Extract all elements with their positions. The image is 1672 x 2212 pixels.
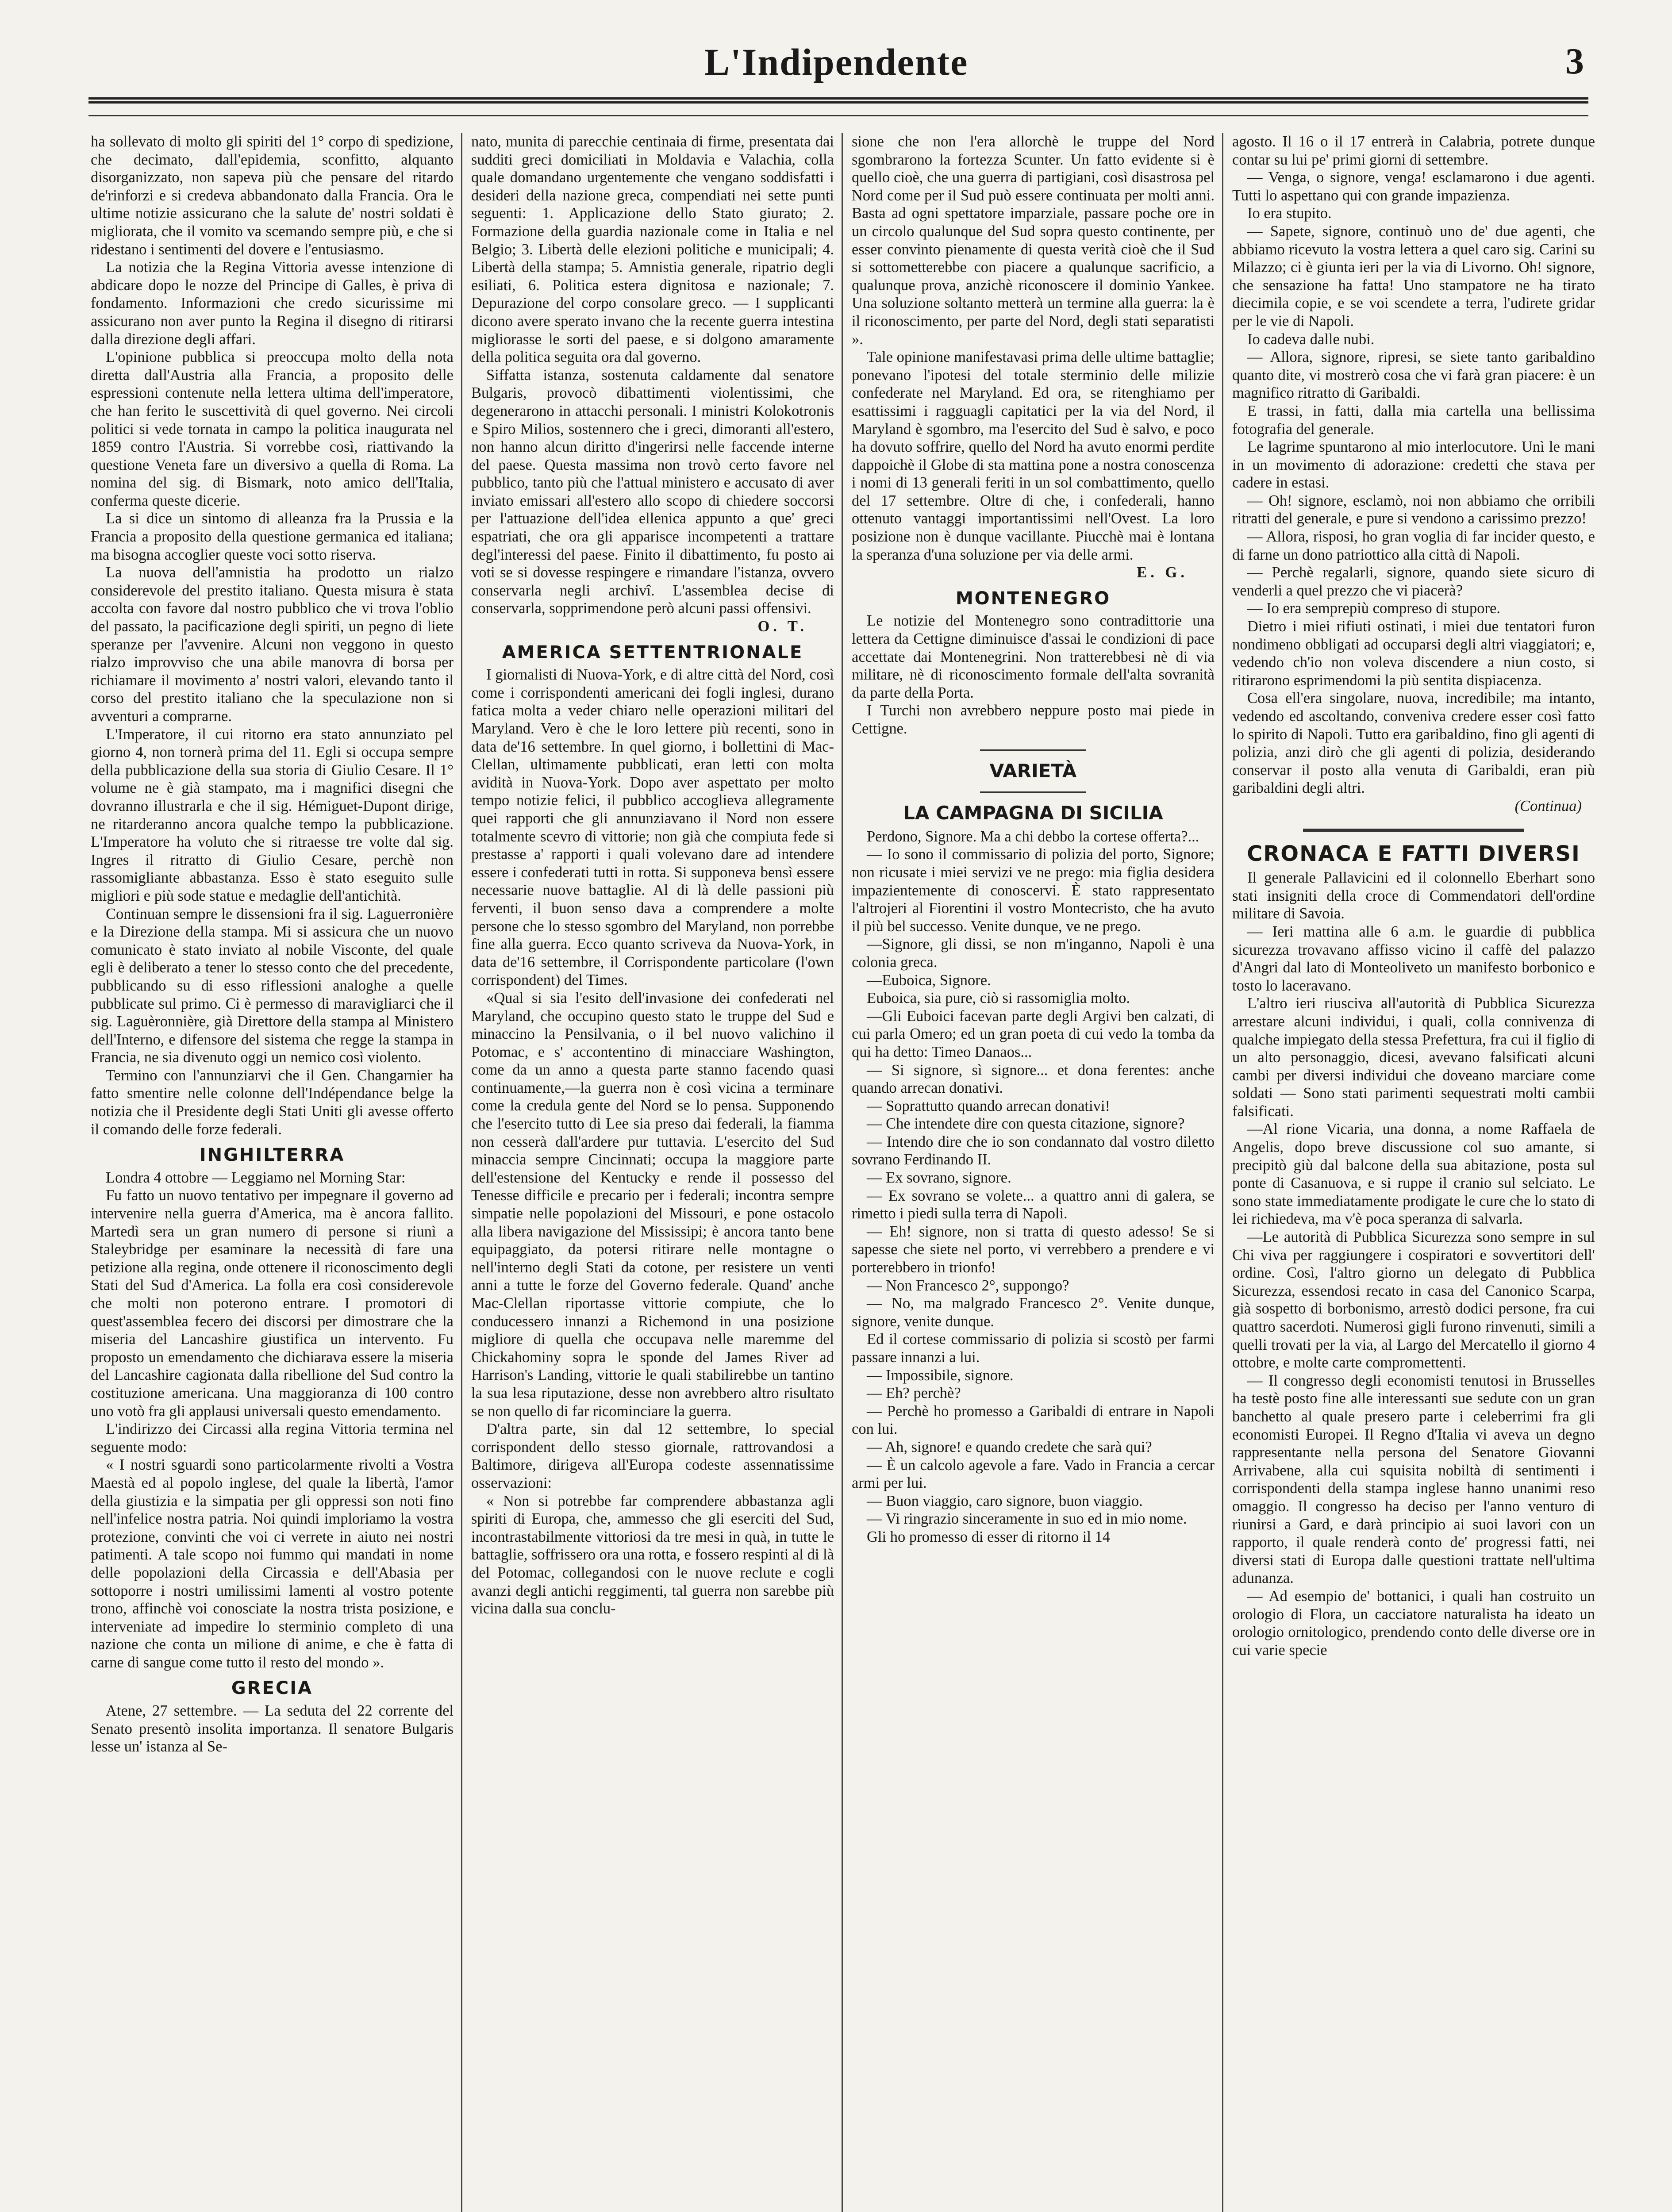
- paragraph: I Turchi non avrebbero neppure posto mai piede in Cettigne.: [852, 702, 1215, 737]
- column-divider: [1222, 133, 1223, 2212]
- dialogue-line: Io cadeva dalle nubi.: [1247, 330, 1375, 348]
- paragraph: ha sollevato di molto gli spiriti del 1° corpo di spedizione, che decimato, dall'epidemia, sconfitto, alquanto disorganizzato, non sapeva più che pensare del ritardo de'rinforzi e si credeva abbandonato dalla Francia. Ora le ultime notizie assicurano che la salute de' nostri soldati è migliorata, che il vomito va scemando sempre più, e che si ridestano i sentimenti del dovere e l'entusiasmo.: [91, 133, 454, 258]
- paragraph: La nuova dell'amnistia ha prodotto un rialzo considerevole del prestito italiano. Questa misura è stata accolta con favore dal nostro pubblico che vi trova l'oblio del passato, la pacificazione degli spiriti, un pegno di liete speranze per l'avvenire. Alcuni non veggono in questo rialzo improvviso che una abile manovra di borsa per richiamare il movimento a' nostri valori, elevando tanto il corso del prestito italiano che la speculazione non si avventuri a comprarne.: [91, 564, 454, 725]
- dialogue-line: — Allora, signore, ripresi, se siete tanto garibaldino quanto dite, vi mostrerò cosa che vi farà gran piacere: è un magnifico ritratto di Garibaldi.: [1232, 349, 1595, 402]
- dialogue-line: — Venga, o signore, venga! esclamarono i due agenti. Tutti lo aspettano qui con grande impazienza.: [1232, 169, 1595, 204]
- dialogue-line: — Ex sovrano, signore.: [867, 1169, 1011, 1187]
- newspaper-title: L'Indipendente: [704, 41, 969, 83]
- paragraph: Fu fatto un nuovo tentativo per impegnare il governo ad intervenire nella guerra d'America, ma è ancora fallito. Martedì sera un gran numero di persone si riunì a Staleybridge per esaminare la necessità di fare una petizione alla regina, onde ottenere il riconoscimento degli Stati del Sud d'America. La folla era così considerevole che molti non poterono entrare. I promotori di quest'assemblea fecero dei discorsi per dimostrare che la miseria del Lancashire giustifica un intervento. Fu proposto un emendamento che dichiarava essere la miseria del Lancashire cagionata dalla ribellione del Sud contro la costituzione americana. Una maggioranza di 100 contro uno votò fra gli applausi universali questo emendamento.: [91, 1187, 454, 1420]
- paragraph: L'opinione pubblica si preoccupa molto della nota diretta dall'Austria alla Francia, a proposito delle espressioni contenute nella lettera ultima dell'imperatore, che han ferito le suscettività di quel governo. Nei circoli politici si vede tornata in campo la politica inaugurata nel 1859 contro l'Austria. Si vorrebbe così, riattivando la questione Veneta fare un diversivo a quella di Roma. La nomina del sig. di Bismark, noto amico dell'Italia, conferma queste dicerie.: [91, 349, 454, 509]
- dialogue-line: agosto. Il 16 o il 17 entrerà in Calabria, potrete dunque contar su lui pe' primi giorni di settembre.: [1232, 133, 1595, 168]
- paragraph: Continuan sempre le dissensioni fra il sig. Laguerronière e la Direzione della stampa. Mi si assicura che un nuovo comunicato è stato inviato al nobile Visconte, del quale egli è deliberato a tener lo stesso conto che del precedente, pubblicando su di esso riflessioni analoghe a quelle pubblicate sul primo. Ci è permesso di maravigliarci che il sig. Laguèronnière, già Direttore della stampa al Ministero dell'Interno, e difensore del sistema che regge la stampa in Francia, ne sia divenuto oggi un nemico così violento.: [91, 905, 454, 1066]
- dialogue-line: — Impossibile, signore.: [867, 1367, 1014, 1384]
- paragraph: L'Imperatore, il cui ritorno era stato annunziato pel giorno 4, non tornerà prima del 11. Egli si occupa sempre della pubblicazione della sua storia di Giulio Cesare. Il 1° volume ne è già stampato, ma i magnifici disegni che dovranno illustrarla e che il sig. Hémiguet-Dupont dirige, ne ritarderanno ancora qualche tempo la pubblicazione. L'Imperatore ha voluto che si ritraesse tre volte dal sig. Ingres il ritratto di Giulio Cesare, perchè non rassomigliante abbastanza. Esso è stato eseguito sulle migliori e più sode statue e medaglie dell'antichità.: [91, 726, 454, 904]
- dialogue-line: Gli ho promesso di esser di ritorno il 14: [867, 1528, 1111, 1545]
- section-heading-montenegro: MONTENEGRO: [955, 588, 1111, 609]
- dialogue-line: Perdono, Signore. Ma a chi debbo la cortese offerta?...: [867, 828, 1199, 845]
- dialogue-line: — Si signore, sì signore... et dona ferentes: anche quando arrecan donativi.: [852, 1061, 1215, 1097]
- feuilleton-title: LA CAMPAGNA DI SICILIA: [903, 802, 1163, 824]
- paragraph: Termino con l'annunziarvi che il Gen. Changarnier ha fatto smentire nelle colonne dell'Indépendance belge la notizia che il Presidente degli Stati Uniti gli avesse offerto il comando delle forze federali.: [91, 1067, 454, 1138]
- dialogue-line: — Non Francesco 2°, suppongo?: [867, 1277, 1069, 1294]
- dialogue-line: — Perchè regalarli, signore, quando siete sicuro di venderli a quel prezzo che vi piacerà?: [1232, 564, 1595, 599]
- dialogue-line: — Ah, signore! e quando credete che sarà qui?: [867, 1438, 1152, 1455]
- header-rule: [88, 97, 1588, 104]
- dialogue-line: — Vi ringrazio sinceramente in suo ed in mio nome.: [867, 1510, 1187, 1528]
- news-item: —Le autorità di Pubblica Sicurezza sono sempre in sul Chi viva per raggiungere i cospiratori e sovvertitori dell' ordine. Così, l'altro giorno un delegato di Pubblica Sicurezza, essendosi recato in casa del Canonico Scarpa, già sospetto di borbonismo, arrestò dodici persone, fra cui quattro sacerdoti. Numerosi gigli furono rinvenuti, simili a quelli trovati per la via, al Largo del Mercatello il giorno 4 ottobre, e molte carte compromettenti.: [1232, 1229, 1595, 1371]
- news-item: Il generale Pallavicini ed il colonnello Eberhart sono stati insigniti della croce di Commendatori dell'ordine militare di Savoia.: [1232, 869, 1595, 922]
- page-number: 3: [1565, 41, 1584, 82]
- dialogue-line: Ed il cortese commissario di polizia si scostò per farmi passare innanzi a lui.: [852, 1331, 1215, 1366]
- dialogue-line: — È un calcolo agevole a fare. Vado in Francia a cercar armi per lui.: [852, 1456, 1215, 1492]
- section-rule: [980, 749, 1086, 751]
- paragraph: Tale opinione manifestavasi prima delle ultime battaglie; ponevano l'ipotesi del totale sterminio delle milizie confederate nel Maryland. Ed ora, se ritenghiamo per esattissimi i ragguagli capitatici per la via del Nord, il Maryland è sgombro, ma l'esercito del Sud è salvo, e poco ha dovuto soffrire, quello del Nord ha avuto enormi perdite dappoichè il Globe di sta mattina pone a nostra conoscenza i nomi di 13 generali feriti in un sol combattimento, quello del 17 settembre. Oltre di che, i confederali, hanno ottenuto vantaggi importantissimi nell'Ovest. La loro posizione non è dunque vacillante. Piucchè mai è lontana la speranza d'una soluzione per via delle armi.: [852, 349, 1215, 563]
- dateline: Londra 4 ottobre — Leggiamo nel Morning Star:: [106, 1169, 406, 1186]
- dialogue-line: — Eh? perchè?: [867, 1385, 961, 1402]
- continued-note: (Continua): [1514, 797, 1582, 814]
- dialogue-line: Cosa ell'era singolare, nuova, incredibile; ma intanto, vedendo ed ascoltando, conveniva credere esser così fatto lo spirito di Napoli. Tutto era garibaldino, fino gli agenti di polizia, anzi dirò che gli agenti di polizia, desiderando conservar il posto alla venuta di Garibaldi, eran più garibaldini degli altri.: [1232, 690, 1595, 797]
- dialogue-line: — No, ma malgrado Francesco 2°. Venite dunque, signore, venite dunque.: [852, 1295, 1215, 1330]
- dialogue-line: — Perchè ho promesso a Garibaldi di entrare in Napoli con lui.: [852, 1402, 1215, 1438]
- paragraph: Le notizie del Montenegro sono contradittorie una lettera da Cettigne diminuisce d'assai le condizioni di pace accettate dai Montenegrini. Non tratterebbesi nè di via militare, nè di riconoscimento formale dell'alta sovranità da parte della Porta.: [852, 612, 1215, 701]
- dialogue-line: Dietro i miei rifiuti ostinati, i miei due tentatori furon nondimeno obbligati ad occuparsi degli altri viaggiatori; e, vedendo ch'io non voleva discendere a niun costo, si ritirarono esprimendomi la più sentita dispiacenza.: [1232, 618, 1595, 689]
- dialogue-line: — Ex sovrano se volete... a quattro anni di galera, se rimetto i piedi sulla terra di Napoli.: [852, 1187, 1215, 1222]
- signature: O. T.: [757, 618, 807, 635]
- dialogue-line: Euboica, sia pure, ciò si rassomiglia molto.: [867, 990, 1130, 1007]
- news-item: — Ad esempio de' bottanici, i quali han costruito un orologio di Flora, un cacciatore naturalista ha ideato un orologio ornitologico, prendendo conto delle diverse ore in cui varie specie: [1232, 1587, 1595, 1659]
- paragraph: « Non si potrebbe far comprendere abbastanza agli spiriti di Europa, che, ammesso che gli eserciti del Sud, incontrastabilmente vittoriosi da tre mesi in quà, in tutte le battaglie, soffrissero ora una rotta, e fossero respinti al di là del Potomac, collegandosi con le nuove reclute e cogli avanzi degli antichi reggimenti, tal guerra non sarebbe più vicina dalla sua conclu-: [471, 1492, 834, 1617]
- paragraph: La si dice un sintomo di alleanza fra la Prussia e la Francia a proposito della questione germanica ed italiana; ma bisogna accoglier queste voci sotto riserva.: [91, 510, 454, 563]
- dialogue-line: — Che intendete dire con questa citazione, signore?: [867, 1115, 1185, 1133]
- paragraph: La notizia che la Regina Vittoria avesse intenzione di abdicare dopo le nozze del Principe di Galles, è priva di fondamento. Informazioni che credo sicurissime mi assicurano non aver punto la Regina il disegno di ritirarsi dalla direzione degli affari.: [91, 259, 454, 348]
- column-3: [852, 133, 1215, 2212]
- dialogue-line: E trassi, in fatti, dalla mia cartella una bellissima fotografia del generale.: [1232, 402, 1595, 438]
- dialogue-line: — Io sono il commissario di polizia del porto, Signore; non ricusate i miei servizi ve ne prego: mia figlia desidera impazientemente di conoscervi. È stato rappresentato l'altrojeri al Fiorentini il vostro Montecristo, che ha avuto il più bel successo. Venite dunque, ve ne prego.: [852, 846, 1215, 935]
- paragraph: D'altra parte, sin dal 12 settembre, lo special corrispondent dello stesso giornale, rattrovandosi a Baltimore, dirigeva all'Europa codeste assennatissime osservazioni:: [471, 1421, 834, 1491]
- news-item: — Ieri mattina alle 6 a.m. le guardie di pubblica sicurezza trovavano affisso vicino il caffè del palazzo d'Angri dal lato di Monteoliveto un manifesto borbonico e tosto lo laceravano.: [1232, 923, 1595, 994]
- section-heading-grecia: GRECIA: [231, 1678, 313, 1699]
- dialogue-line: —Gli Euboici facevan parte degli Argivi ben calzati, di cui parla Omero; ed un gran poeta di cui vedo la tomba da qui ha detto: Timeo Danaos...: [852, 1007, 1215, 1060]
- dialogue-line: — Intendo dire che io son condannato dal vostro diletto sovrano Ferdinando II.: [852, 1133, 1215, 1168]
- header-rule-thin: [88, 115, 1588, 116]
- signature: E. G.: [1137, 564, 1188, 581]
- column-4: [1232, 133, 1595, 2212]
- section-rule: [980, 791, 1086, 793]
- dialogue-line: Io era stupito.: [1247, 205, 1332, 222]
- dateline: Atene, 27 settembre. — La seduta del 22 corrente del Senato presentò insolita importanza. Il senatore Bulgaris lesse un' istanza al Se-: [91, 1702, 454, 1755]
- paragraph: nato, munita di parecchie centinaia di firme, presentata dai sudditi greci domiciliati in Moldavia e Valachia, colla quale domandano urgentemente che vengano soddisfatti i desideri della nazione greca, compendiati nei sette punti seguenti: 1. Applicazione dello Stato giurato; 2. Formazione della guardia nazionale come in Italia e nel Belgio; 3. Libertà delle elezioni politiche e municipali; 4. Libertà della stampa; 5. Amnistia generale, ripatrio degli esiliati, 6. Politica estera dignitosa e nazionale; 7. Depurazione del corpo consolare greco. — I supplicanti dicono avere sperato invano che la recente guerra intestina migliorasse le sorti del paese, e si dolgono amaramente della politica seguita ora dal governo.: [471, 133, 834, 366]
- section-heading-varieta: VARIETÀ: [989, 760, 1077, 782]
- dialogue-line: —Signore, gli dissi, se non m'inganno, Napoli è una colonia greca.: [852, 936, 1215, 971]
- paragraph: Siffatta istanza, sostenuta caldamente dal senatore Bulgaris, provocò dibattimenti violentissimi, che degenerarono in attacchi personali. I ministri Kolokotronis e Spiro Milios, sostennero che i greci, dimoranti all'estero, non hanno alcun diritto d'ingerirsi nelle faccende interne del paese. Questa massima non trovò certo favore nel pubblico, tanto più che l'attual ministero e accusato di aver inviato emissari all'estero allo scopo di chiedere soccorsi per l'attuazione dell'idea ellenica appunto a que' greci espatriati, che ora gli apparisce incompetenti a trattare degl'interessi del paese. Finito il dibattimento, fu posto ai voti se si dovesse respingere e rimandare l'istanza, ovvero conservarla negli archivî. L'assemblea decise di conservarla, sopprimendone però alcuni passi offensivi.: [471, 366, 834, 617]
- dialogue-line: — Soprattutto quando arrecan donativi!: [867, 1097, 1110, 1114]
- column-divider: [461, 133, 462, 2212]
- section-heading-america: AMERICA SETTENTRIONALE: [502, 642, 803, 663]
- paragraph: sione che non l'era allorchè le truppe del Nord sgombrarono la fortezza Scunter. Un fatto evidente si è quello cioè, che una guerra di partigiani, così disastrosa pel Nord come per il Sud può essere continuata per molti anni. Basta ad ogni spettatore imparziale, passare poche ore in un circolo qualunque del Sud sopra questo continente, per esser convinto pienamente di questa verità cioè che il Sud si sottometterebbe con piacere a qualunque sacrificio, a qualunque prova, anzichè riconoscere il dominio Yankee. Una soluzione soltanto metterà un termine alla guerra: la è il riconoscimento, per parte del Nord, degli stati separatisti ».: [852, 133, 1215, 348]
- column-divider: [842, 133, 843, 2212]
- news-item: L'altro ieri riusciva all'autorità di Pubblica Sicurezza arrestare alcuni individui, i quali, colla connivenza di qualche impiegato della stessa Prefettura, fra cui il figlio di un alto personaggio, dicesi, avevano falsificati alcuni cambi per diversi individui che doveano marciare come soldati — Sono stati parimenti sequestrati molti cambii falsificati.: [1232, 995, 1595, 1120]
- dialogue-line: Le lagrime spuntarono al mio interlocutore. Unì le mani in un movimento di adorazione: credetti che stava per cadere in estasi.: [1232, 438, 1595, 492]
- dialogue-line: — Oh! signore, esclamò, noi non abbiamo che orribili ritratti del generale, e pure si vendono a carissimo prezzo!: [1232, 492, 1595, 527]
- column-1: [91, 133, 454, 2212]
- section-rule: [1303, 829, 1524, 832]
- dialogue-line: — Buon viaggio, caro signore, buon viaggio.: [867, 1492, 1143, 1509]
- news-item: — Il congresso degli economisti tenutosi in Brusselles ha testè posto fine alle interessanti sue sedute con un gran banchetto al quale presero parte i celeberrimi fra gli economisti Europei. Il Regno d'Italia vi aveva un degno rappresentante nella persona del Senatore Giovanni Arrivabene, alla cui squisita nobiltà di sentimenti i corrispondenti della stampa inglese hanno unanimi reso omaggio. Il congresso ha deciso per l'anno venturo di riunirsi a Gard, e darà principio ai suoi lavori con un rapporto, il quale renderà conto de' progressi fatti, nei diversi stati di Europa dalle questioni trattate nell'ultima adunanza.: [1232, 1372, 1595, 1587]
- dialogue-line: — Eh! signore, non si tratta di questo adesso! Se si sapesse che siete nel porto, vi verrebbero a prendere e vi porterebbero in trionfo!: [852, 1223, 1215, 1276]
- paragraph: I giornalisti di Nuova-York, e di altre città del Nord, così come i corrispondenti americani dei fogli inglesi, durano fatica molta a veder chiaro nelle operazioni militari del Maryland. Vero è che le loro lettere più recenti, sono in data de'16 settembre. In quel giorno, i bollettini di Mac-Clellan, ultimamente pubblicati, eran letti con molta avidità in Nuova-York. Dopo aver aspettato per molto tempo notizie felici, il pubblico accoglieva allegramente quei rapporti che gli annunziavano il Nord non essere totalmente scevro di vittorie; non già che compiuta fede si prestasse a' rapporti i quali volevano dare ad intendere essere i confederati tutti in rotta. Si supponeva bensì essere necessarie nuove battaglie. Al di là delle passioni più ferventi, il buon senso dava a comprendere a molte persone che lo stesso sgombro del Maryland, non porrebbe fine alla guerra. Ecco quanto scriveva da Nuova-York, in data de'16 settembre, il Corrispondente particolare (l'own corrispondent) del Times.: [471, 666, 834, 989]
- section-heading-cronaca: CRONACA E FATTI DIVERSI: [1247, 841, 1580, 866]
- masthead: [88, 31, 1584, 97]
- paragraph: «Qual si sia l'esito dell'invasione dei confederati nel Maryland, che occupino questo stato le truppe del Sud e minaccino la Pensilvania, o il bel nuovo valichino il Potomac, e s' accontentino di minacciare Washington, come da un anno a questa parte stanno facendo quasi continuamente,—la guerra non è così vicina a terminare come la credula gente del Nord se lo pensa. Supponendo che l'esercito tutto di Lee sia preso dai federali, la fiamma non cesserà dall'ardere pur tuttavia. L'esercito del Sud minaccia sempre Cincinnati; occupa la maggiore parte dell'estensione del Kentucky e rende il possesso del Tenesse difficile e precario per i federali; incontra sempre simpatie nelle popolazioni del Missouri, e pone ostacolo alla libera navigazione del Mississipi; è ancora tanto bene equipaggiato, da potersi ritirare nelle montagne o nell'interno degli Stati da cotone, per resistere un venti anni a tutte le forze del Governo federale. Quand' anche Mac-Clellan riportasse vittorie compiute, che lo conducessero innanzi a Richemond in una posizione migliore di quella che occupava nelle maremme del Chickahominy sopra le sponde del James River ad Harrison's Landing, vittorie le quali stabilirebbe un tantino la sua lesa riputazione, desse non avrebbero altro risultato se non quello di far ricominciare la guerra.: [471, 989, 834, 1420]
- dialogue-line: — Allora, risposi, ho gran voglia di far incider questo, e di farne un dono patriottico alla città di Napoli.: [1232, 528, 1595, 563]
- paragraph: « I nostri sguardi sono particolarmente rivolti a Vostra Maestà ed al popolo inglese, del quale la libertà, l'amor della giustizia e la simpatia per gli oppressi son noti fino nell'infelice nostra patria. Noi quindi imploriamo la vostra protezione, convinti che voi ci verrete in aiuto nei nostri patimenti. A tale scopo noi fummo qui mandati in nome delle popolazioni della Circassia e dell'Abasia per sottoporre i nostri umilissimi lamenti al vostro potente trono, affinchè voi conosciate la nostra trista posizione, e interveniate ad impedire lo sterminio completo di una nazione che conta un milione di anime, e che è fatta di carne di sangue come tutto il resto del mondo ».: [91, 1456, 454, 1671]
- dialogue-line: —Euboica, Signore.: [867, 972, 991, 989]
- dialogue-line: — Sapete, signore, continuò uno de' due agenti, che abbiamo ricevuto la vostra lettera a quel caro sig. Carini su Milazzo; ci è giunta ieri per la via di Livorno. Oh! signore, che sensazione ha fatta! Uno stampatore ne ha tirato diecimila copie, e se voi scendete a terra, l'udirete gridar per le vie di Napoli.: [1232, 223, 1595, 330]
- dialogue-line: — Io era semprepiù compreso di stupore.: [1247, 600, 1500, 617]
- column-2: [471, 133, 834, 2212]
- section-heading-inghilterra: INGHILTERRA: [199, 1145, 345, 1166]
- paragraph: L'indirizzo dei Circassi alla regina Vittoria termina nel seguente modo:: [91, 1421, 454, 1455]
- news-item: —Al rione Vicaria, una donna, a nome Raffaela de Angelis, dopo breve discussione col suo amante, si precipitò giù dal balcone della sua abitazione, posta sul ponte di Casanuova, e si ruppe il cranio sul selciato. Le sono state immediatamente prodigate le cure che lo stato di lei richiedeva, ma v'è poca speranza di salvarla.: [1232, 1121, 1595, 1228]
